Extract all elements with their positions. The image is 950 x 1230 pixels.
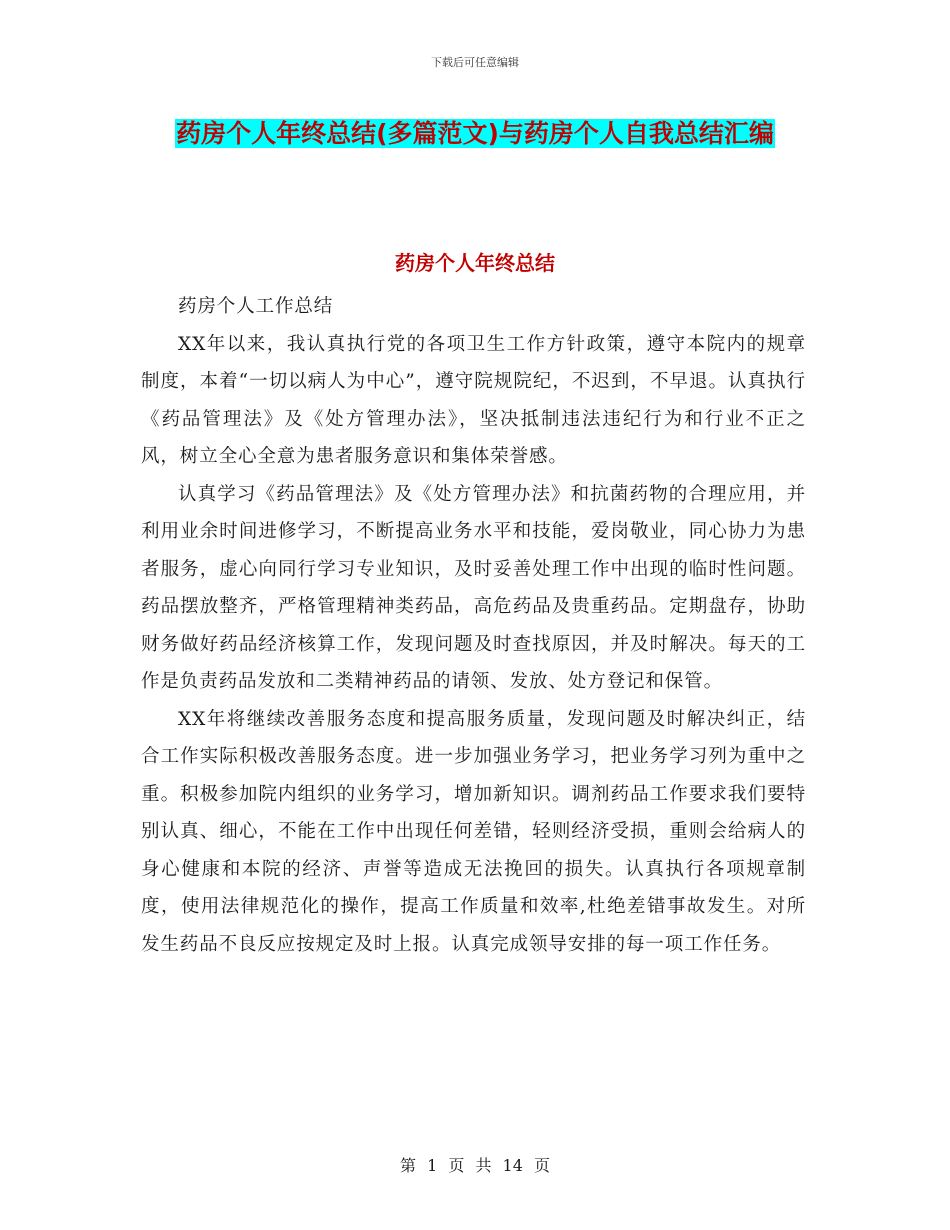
page-number-footer: 第 1 页 共 14 页 [400, 1156, 550, 1175]
document-title-highlight: 药房个人年终总结(多篇范文)与药房个人自我总结汇编 [176, 119, 774, 148]
document-title [140, 110, 810, 157]
document-body [141, 288, 806, 963]
paragraph: 药房个人工作总结 [178, 296, 334, 317]
paragraph: XX年以来，我认真执行党的各项卫生工作方针政策，遵守本院内的规章制度，本着“一切以病人为中心”，遵守院规院纪，不迟到，不早退。认真执行《药品管理法》及《处方管理办法》，坚决抵制违法违纪行为和行业不正之风，树立全心全意为患者服务意识和集体荣誉感。 [141, 333, 806, 467]
paragraph: 认真学习《药品管理法》及《处方管理办法》和抗菌药物的合理应用，并利用业余时间进修学习，不断提高业务水平和技能，爱岗敬业，同心协力为患者服务，虚心向同行学习专业知识，及时妥善处理工作中出现的临时性问题。药品摆放整齐，严格管理精神类药品，高危药品及贵重药品。定期盘存，协助财务做好药品经济核算工作，发现问题及时查找原因，并及时解决。每天的工作是负责药品发放和二类精神药品的请领、发放、处方登记和保管。 [141, 483, 806, 692]
section-title: 药房个人年终总结 [395, 251, 555, 275]
paragraph: XX年将继续改善服务态度和提高服务质量，发现问题及时解决纠正，结合工作实际积极改善服务态度。进一步加强业务学习，把业务学习列为重中之重。积极参加院内组织的业务学习，增加新知识。调剂药品工作要求我们要特别认真、细心，不能在工作中出现任何差错，轻则经济受损，重则会给病人的身心健康和本院的经济、声誉等造成无法挽回的损失。认真执行各项规章制度，使用法律规范化的操作，提高工作质量和效率,杜绝差错事故发生。对所发生药品不良反应按规定及时上报。认真完成领导安排的每一项工作任务。 [141, 708, 806, 955]
page-header-note: 下载后可任意编辑 [431, 56, 519, 69]
